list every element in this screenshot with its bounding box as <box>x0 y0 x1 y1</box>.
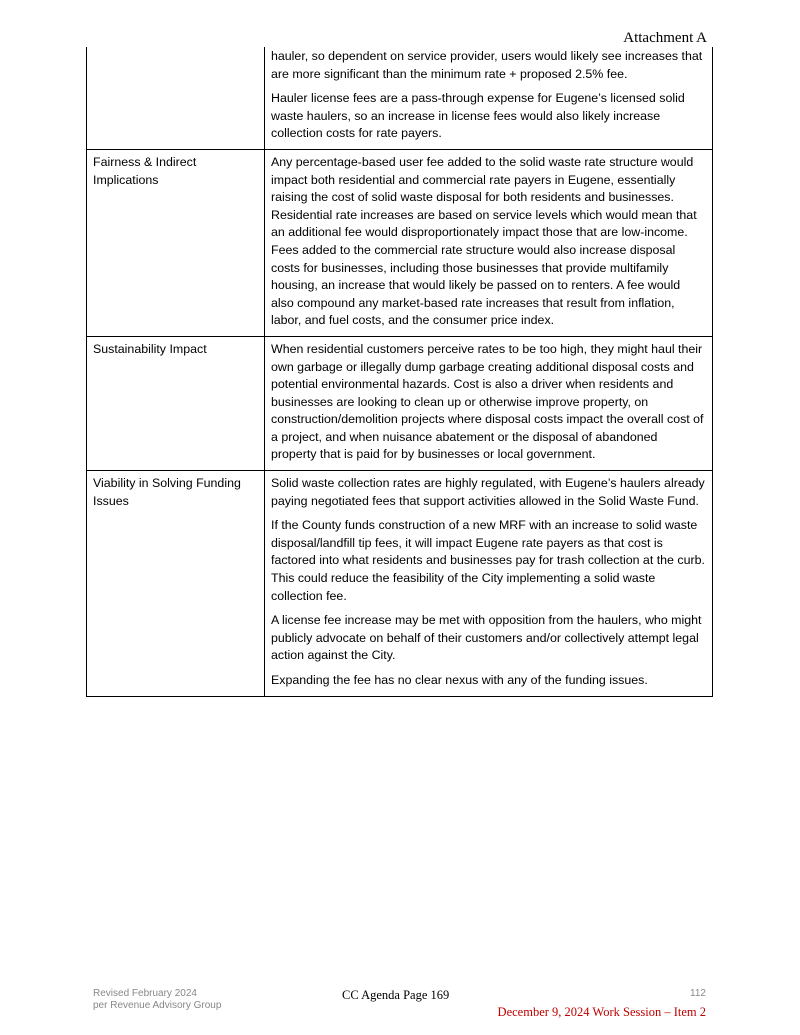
attachment-label: Attachment A <box>623 30 707 46</box>
agenda-page-label: CC Agenda Page 169 <box>342 988 450 1002</box>
row-body <box>265 471 713 697</box>
work-session-label: December 9, 2024 Work Session – Item 2 <box>497 1005 706 1019</box>
revision-line: Revised February 2024 <box>93 988 197 999</box>
table-row <box>87 471 713 697</box>
revision-note <box>93 988 221 1012</box>
paragraph: A license fee increase may be met with opposition from the haulers, who might publicly advocate on behalf of their customers and/or collectively attempt legal action against the City. <box>271 613 702 663</box>
paragraph: hauler, so dependent on service provider, users would likely see increases that are more significant than the minimum rate + proposed 2.5% fee. <box>271 49 703 81</box>
row-label: Viability in Solving Funding Issues <box>87 471 265 697</box>
row-body <box>265 47 713 149</box>
paragraph: Hauler license fees are a pass-through expense for Eugene’s licensed solid waste haulers, so an increase in license fees would also likely increase collection costs for rate payers. <box>271 91 685 141</box>
table-row <box>87 336 713 470</box>
row-label <box>87 47 265 149</box>
paragraph: Expanding the fee has no clear nexus with any of the funding issues. <box>271 673 648 687</box>
revision-line: per Revenue Advisory Group <box>93 1000 222 1011</box>
paragraph: When residential customers perceive rates to be too high, they might haul their own garbage or illegally dump garbage creating additional disposal costs and potential environmental hazards. Cost is also a driver when residents and businesses are looking to clean up or otherwise improve property, on construction/demolition projects where disposal costs impact the overall cost of a project, and when nuisance abatement or the disposal of abandoned property that is paid for by businesses or local government. <box>271 341 704 462</box>
paragraph: Any percentage-based user fee added to the solid waste rate structure would impact both residential and commercial rate payers in Eugene, essentially raising the cost of solid waste disposal for both residents and businesses. Residential rate increases are based on service levels which would mean that an additional fee would disproportionately impact those that are low-income. Fees added to the commercial rate structure would also increase disposal costs for businesses, including those businesses that provide multifamily housing, an increase that would likely be passed on to renters. A fee would also compound any market-based rate increases that result from inflation, labor, and fuel costs, and the consumer price index. <box>271 154 697 328</box>
table-row <box>87 149 713 336</box>
paragraph: If the County funds construction of a new MRF with an increase to solid waste disposal/landfill tip fees, it will impact Eugene rate payers as that cost is factored into what residents and businesses pay for trash collection at the curb. This could reduce the feasibility of the City implementing a solid waste collection fee. <box>271 518 705 603</box>
assessment-table <box>86 47 713 697</box>
row-label: Fairness & Indirect Implications <box>87 149 265 336</box>
row-body <box>265 149 713 336</box>
table-row <box>87 47 713 149</box>
paragraph: Solid waste collection rates are highly regulated, with Eugene’s haulers already paying negotiated fees that support activities allowed in the Solid Waste Fund. <box>271 476 705 508</box>
page-number: 112 <box>690 988 706 999</box>
row-label: Sustainability Impact <box>87 336 265 470</box>
row-body <box>265 336 713 470</box>
